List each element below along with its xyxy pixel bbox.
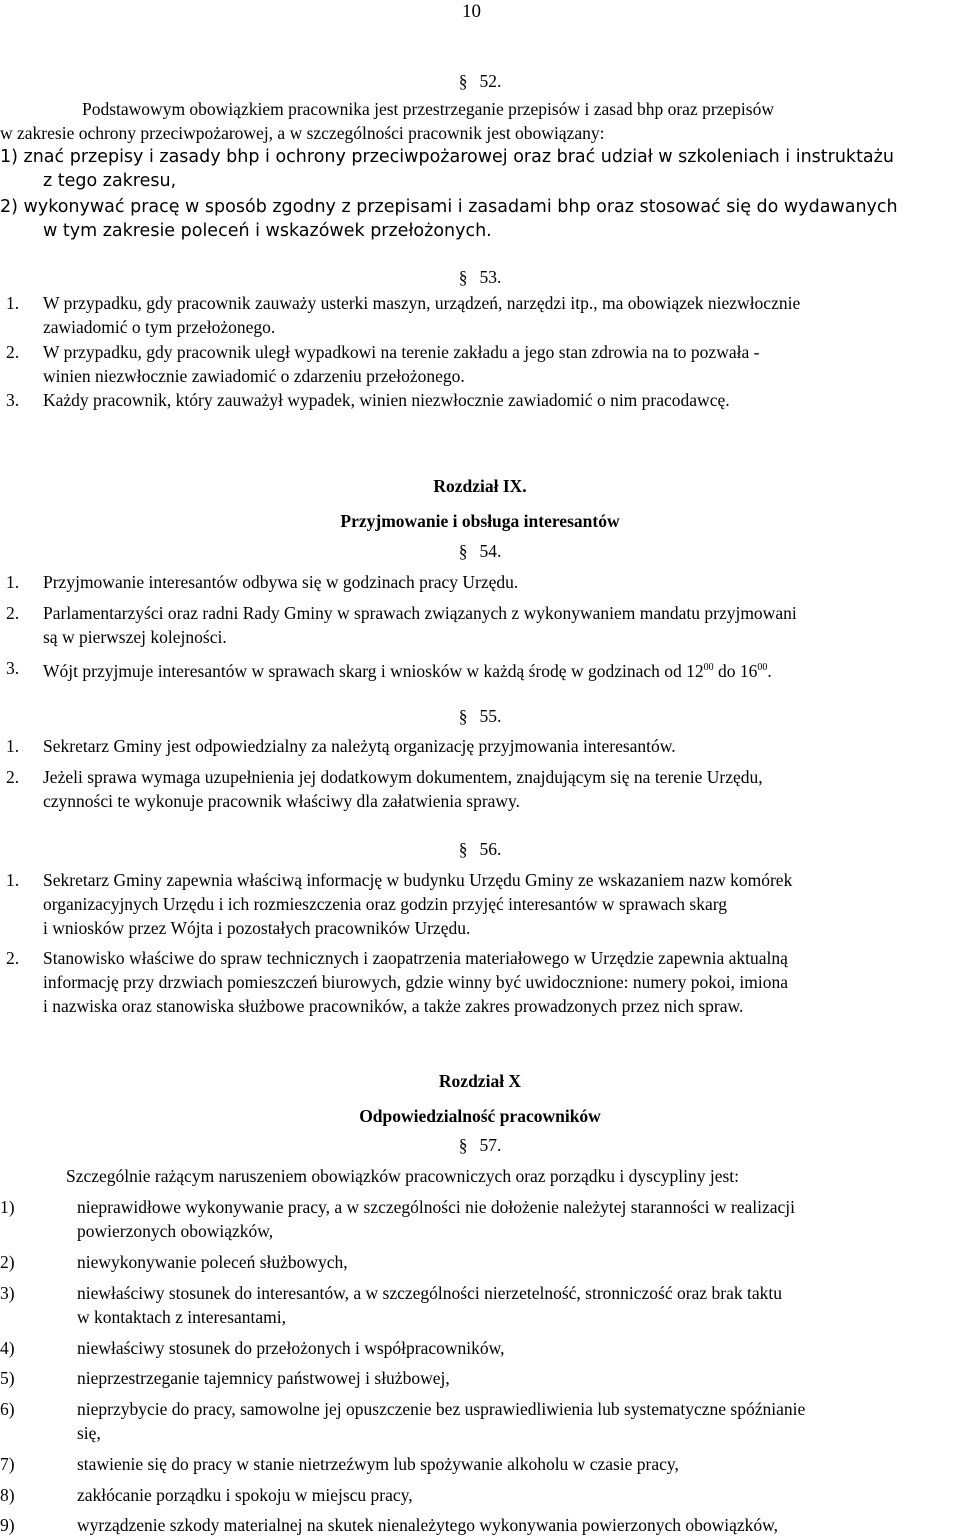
list-item-line: powierzonych obowiązków, — [77, 1221, 274, 1241]
list-item-line: niewłaściwy stosunek do interesantów, a w szczególności nierzetelność, stronniczość oraz brak taktu — [77, 1283, 782, 1303]
list-item-line: Wójt przyjmuje interesantów w sprawach skarg i wniosków w każdą środę w godzinach od $12^{00}$ do $16^{00}$. — [43, 661, 772, 681]
s52-intro-line-2: w zakresie ochrony przeciwpożarowej, a w szczególności pracownik jest obowiązany: — [0, 123, 605, 143]
section-57-heading — [0, 1134, 960, 1156]
list-item-line: niewykonywanie poleceń służbowych, — [77, 1252, 348, 1272]
list-item-line: nieprawidłowe wykonywanie pracy, a w szczególności nie dołożenie należytej staranności w realizacji — [77, 1197, 796, 1217]
list-number: 2. — [6, 603, 20, 623]
list-item-line: Przyjmowanie interesantów odbywa się w godzinach pracy Urzędu. — [43, 572, 519, 592]
list-item-line: zakłócanie porządku i spokoju w miejscu pracy, — [77, 1485, 413, 1505]
list-number: 1) — [0, 1197, 15, 1217]
s52-item-1-line-1: 1) znać przepisy i zasady bhp i ochrony przeciwpożarowej oraz brać udział w szkoleniach i instruktażu — [0, 147, 894, 167]
section-52-heading — [0, 70, 960, 92]
section-sign: § — [458, 267, 468, 287]
list-item-line: Każdy pracownik, który zauważył wypadek, winien niezwłocznie zawiadomić o nim pracodawcę. — [43, 390, 730, 410]
list-item-line: czynności te wykonuje pracownik właściwy dla załatwienia sprawy. — [43, 791, 521, 811]
s52-item-2-line-2: w tym zakresie poleceń i wskazówek przełożonych. — [43, 221, 492, 241]
list-item-line: Stanowisko właściwe do spraw technicznych i zaopatrzenia materiałowego w Urzędzie zapewnia aktualną — [43, 948, 788, 968]
chapter-9-subtitle: Przyjmowanie i obsługa interesantów — [340, 511, 620, 531]
list-item-line: się, — [77, 1423, 101, 1443]
list-number: 9) — [0, 1515, 15, 1535]
section-54-heading — [0, 540, 960, 562]
list-item-line: Sekretarz Gminy jest odpowiedzialny za należytą organizację przyjmowania interesantów. — [43, 736, 676, 756]
page-number: 10 — [462, 1, 481, 22]
list-number: 2. — [6, 767, 20, 787]
section-55-number: 55. — [479, 706, 502, 726]
list-number: 1. — [6, 293, 20, 313]
section-sign: § — [458, 1135, 468, 1155]
s52-intro-line-1: Podstawowym obowiązkiem pracownika jest przestrzeganie przepisów i zasad bhp oraz przepisów — [82, 99, 774, 119]
list-item-line: wyrządzenie szkody materialnej na skutek nienależytego wykonywania powierzonych obowiązków, — [77, 1515, 779, 1535]
list-item-line: niewłaściwy stosunek do przełożonych i współpracowników, — [77, 1338, 505, 1358]
section-sign: § — [458, 706, 468, 726]
list-item-line: Jeżeli sprawa wymaga uzupełnienia jej dodatkowym dokumentem, znajdującym się na terenie Urzędu, — [43, 767, 763, 787]
section-55-heading — [0, 705, 960, 727]
list-number: 3. — [6, 390, 20, 410]
list-item-line: Parlamentarzyści oraz radni Rady Gminy w sprawach związanych z wykonywaniem mandatu przyjmowani — [43, 603, 797, 623]
list-item-line: W przypadku, gdy pracownik zauważy usterki maszyn, urządzeń, narzędzi itp., ma obowiązek niezwłocznie — [43, 293, 801, 313]
list-item-line: informację przy drzwiach pomieszczeń biurowych, gdzie winny być uwidocznione: numery pokoi, imiona — [43, 972, 788, 992]
list-item-line: i nazwiska oraz stanowiska służbowe pracowników, a także zakres prowadzonych przez nich spraw. — [43, 996, 744, 1016]
section-sign: § — [458, 839, 468, 859]
chapter-10-title: Rozdział X — [438, 1071, 522, 1091]
list-item-line: nieprzybycie do pracy, samowolne jej opuszczenie bez usprawiedliwienia lub systematyczne spóźnianie — [77, 1399, 806, 1419]
section-53-number: 53. — [479, 267, 502, 287]
list-number: 2) — [0, 1252, 15, 1272]
section-57-number: 57. — [479, 1135, 502, 1155]
list-number: 6) — [0, 1399, 15, 1419]
list-number: 4) — [0, 1338, 15, 1358]
superscript: 00 — [703, 662, 714, 673]
list-item-line: winien niezwłocznie zawiadomić o zdarzeniu przełożonego. — [43, 366, 465, 386]
list-number: 2. — [6, 342, 20, 362]
section-sign: § — [458, 541, 468, 561]
list-number: 3. — [6, 658, 20, 678]
s57-intro: Szczególnie rażącym naruszeniem obowiązków pracowniczych oraz porządku i dyscypliny jest: — [66, 1166, 739, 1186]
list-number: 7) — [0, 1454, 15, 1474]
chapter-10-subtitle: Odpowiedzialność pracowników — [359, 1106, 601, 1126]
list-item-line: i wniosków przez Wójta i pozostałych pracowników Urzędu. — [43, 918, 471, 938]
list-number: 8) — [0, 1485, 15, 1505]
s52-item-1-line-2: z tego zakresu, — [43, 171, 177, 191]
list-number: 3) — [0, 1283, 15, 1303]
section-56-heading — [0, 838, 960, 860]
list-item-line: Sekretarz Gminy zapewnia właściwą informację w budynku Urzędu Gminy ze wskazaniem nazw komórek — [43, 870, 793, 890]
list-item-line: w kontaktach z interesantami, — [77, 1307, 286, 1327]
list-item-line: nieprzestrzeganie tajemnicy państwowej i służbowej, — [77, 1368, 450, 1388]
list-item-line: są w pierwszej kolejności. — [43, 627, 227, 647]
list-number: 1. — [6, 736, 20, 756]
list-item-line: organizacyjnych Urzędu i ich rozmieszczenia oraz godzin przyjęć interesantów w sprawach skarg — [43, 894, 727, 914]
list-item-line: zawiadomić o tym przełożonego. — [43, 317, 276, 337]
section-56-number: 56. — [479, 839, 502, 859]
list-number: 5) — [0, 1368, 15, 1388]
section-54-number: 54. — [479, 541, 502, 561]
list-number: 1. — [6, 870, 20, 890]
list-number: 1. — [6, 572, 20, 592]
superscript: 00 — [757, 662, 768, 673]
section-53-heading — [0, 266, 960, 288]
list-item-line: stawienie się do pracy w stanie nietrzeźwym lub spożywanie alkoholu w czasie pracy, — [77, 1454, 679, 1474]
section-sign: § — [458, 71, 468, 91]
section-52-number: 52. — [479, 71, 502, 91]
s52-item-2-line-1: 2) wykonywać pracę w sposób zgodny z przepisami i zasadami bhp oraz stosować się do wydawanych — [0, 197, 898, 217]
chapter-9-title: Rozdział IX. — [433, 476, 527, 496]
list-number: 2. — [6, 948, 20, 968]
list-item-line: W przypadku, gdy pracownik uległ wypadkowi na terenie zakładu a jego stan zdrowia na to pozwała - — [43, 342, 760, 362]
